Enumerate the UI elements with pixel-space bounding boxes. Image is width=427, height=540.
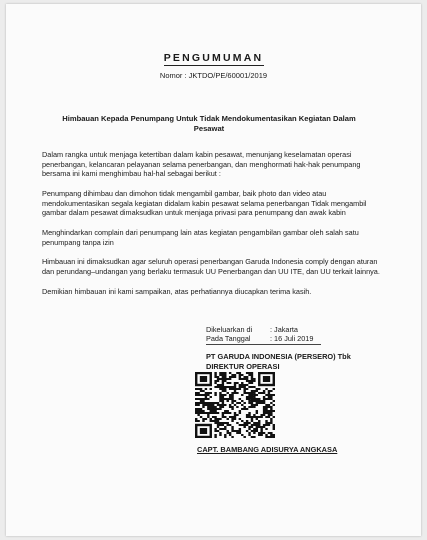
paragraph-closing: Demikian himbauan ini kami sampaikan, atas perhatiannya diucapkan terima kasih. <box>42 287 312 296</box>
title-underline <box>164 65 264 66</box>
issued-place-value: : Jakarta <box>270 325 298 334</box>
document-title: PENGUMUMAN <box>163 52 264 64</box>
signature-company-block <box>206 352 406 372</box>
signer-position: DIREKTUR OPERASI <box>206 362 280 371</box>
qr-code-signature <box>195 372 275 438</box>
paragraph-complaint: Menghindarkan complain dari penumpang lain atas kegiatan pengambilan gambar oleh salah satu penumpang tanpa izin <box>42 228 359 247</box>
document-page <box>6 4 421 536</box>
paragraph-intro: Dalam rangka untuk menjaga ketertiban dalam kabin pesawat, menunjang keselamatan operasi penerbangan, kelancaran pelayanan selama penerbangan, dan menghormati hak-hak penumpang bersama ini kami menghimbau hal-hal sebagai berikut : <box>42 150 361 179</box>
paragraph-compliance: Himbauan ini dimaksudkan agar seluruh operasi penerbangan Garuda Indonesia comply dengan aturan dan perundang–undangan yang berlaku termasuk UU Penerbangan dan UU ITE, dan UU terkait lainnya. <box>42 257 380 276</box>
document-subject: Himbauan Kepada Penumpang Untuk Tidak Mendokumentasikan Kegiatan Dalam Pesawat <box>62 114 356 133</box>
signer-name: CAPT. BAMBANG ADISURYA ANGKASA <box>197 445 338 454</box>
document-number: Nomor : JKTDO/PE/60001/2019 <box>159 71 268 80</box>
issued-date-row <box>206 334 313 344</box>
paragraph-no-photo: Penumpang dihimbau dan dimohon tidak mengambil gambar, baik photo dan video atau mendokumentasikan segala kegiatan didalam kabin pesawat selama penerbangan Tidak mengambil gambar dalam pesawat dimaksudkan untuk menjaga privasi para penumpang dan awak kabin <box>42 189 367 218</box>
qr-code-icon <box>195 372 275 438</box>
company-name: PT GARUDA INDONESIA (PERSERO) Tbk <box>206 352 351 361</box>
issued-place-label: Dikeluarkan di <box>206 325 253 334</box>
issued-date-value: : 16 Juli 2019 <box>270 334 314 343</box>
issued-date-label: Pada Tanggal <box>206 334 251 343</box>
signature-divider <box>206 344 321 345</box>
